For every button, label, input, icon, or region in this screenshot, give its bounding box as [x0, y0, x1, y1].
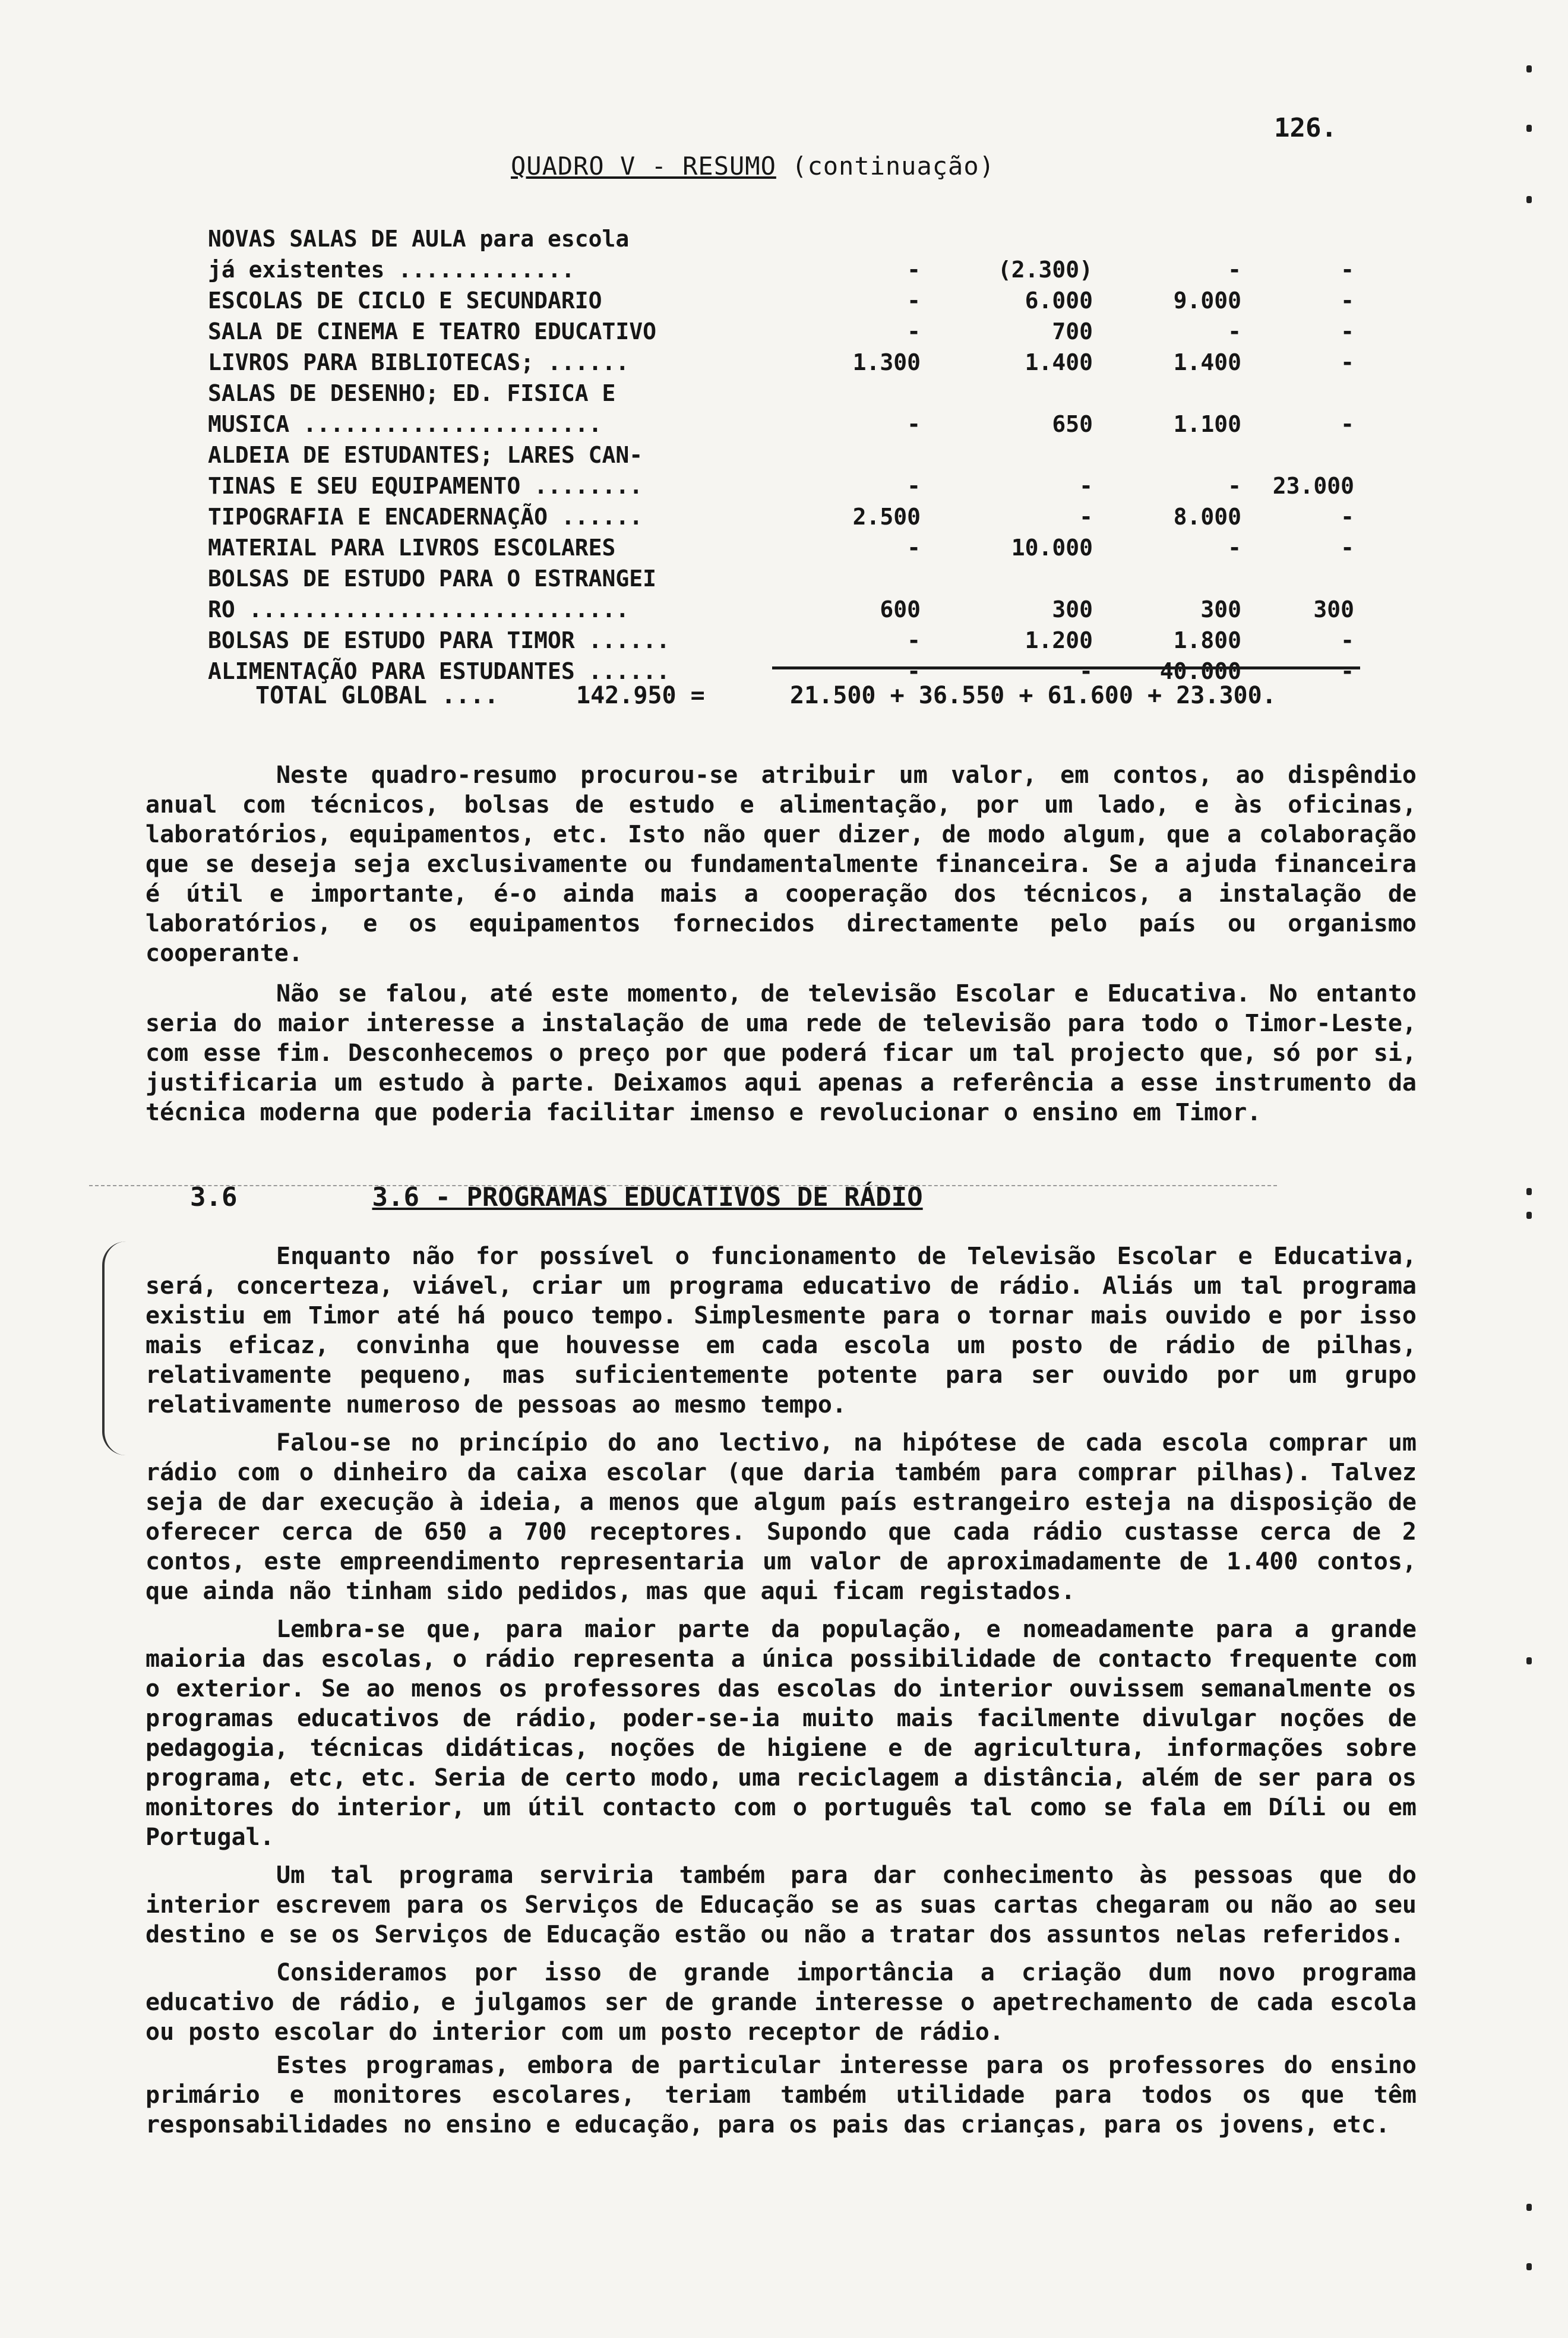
cell-col-4: - [1341, 658, 1354, 684]
total-value: 142.950 = [576, 682, 705, 709]
table-row [208, 349, 1354, 380]
total-breakdown: 21.500 + 36.550 + 61.600 + 23.300. [790, 682, 1276, 709]
row-label: TIPOGRAFIA E ENCADERNAÇÃO ...... [208, 504, 643, 530]
margin-dot [1526, 1212, 1532, 1219]
section-heading [190, 1182, 923, 1212]
cell-col-2: - [1079, 473, 1093, 499]
cell-col-3: - [1228, 318, 1241, 345]
cell-col-3: 300 [1200, 596, 1241, 623]
paragraph: Neste quadro-resumo procurou-se atribuir um valor, em contos, ao dispêndio anual com técnicos, bolsas de estudo e alimentação, por um lado, e às oficinas, laboratórios, equipamentos, etc. Isto não quer dizer, de modo algum, que a colaboração que se deseja seja exclusivamente ou fundamentalmente financeira. Se a ajuda financeira é útil e importante, é-o ainda mais a cooperação dos técnicos, a instalação de laboratórios, e os equipamentos fornecidos directamente pelo país ou organismo cooperante. [146, 762, 1417, 967]
row-label: SALA DE CINEMA E TEATRO EDUCATIVO [208, 318, 656, 345]
cell-col-1: 1.300 [852, 349, 921, 375]
cell-col-2: - [1079, 658, 1093, 684]
section-number: 3.6 [190, 1182, 238, 1212]
table-row [208, 504, 1354, 535]
cell-col-3: 1.100 [1173, 411, 1241, 437]
table-row [208, 287, 1354, 318]
cell-col-3: 1.400 [1173, 349, 1241, 375]
table-row [208, 535, 1354, 565]
cell-col-2: 10.000 [1011, 535, 1093, 561]
row-label: BOLSAS DE ESTUDO PARA TIMOR ...... [208, 627, 670, 653]
table-row [208, 380, 1354, 411]
margin-dot [1526, 125, 1532, 132]
table-row [208, 442, 1354, 473]
cell-col-4: - [1341, 504, 1354, 530]
cell-col-2: 650 [1052, 411, 1093, 437]
cell-col-1: - [907, 318, 921, 345]
row-label: NOVAS SALAS DE AULA para escola [208, 226, 630, 252]
cell-col-2: 700 [1052, 318, 1093, 345]
table-row [208, 473, 1354, 504]
row-label: SALAS DE DESENHO; ED. FISICA E [208, 380, 616, 406]
text-block-bottom [146, 1241, 1417, 2140]
row-label: TINAS E SEU EQUIPAMENTO ........ [208, 473, 643, 499]
paragraph: Falou-se no princípio do ano lectivo, na hipótese de cada escola comprar um rádio com o dinheiro da caixa escolar (que daria também para comprar pilhas). Talvez seja de dar execução à ideia, a menos que algum país estrangeiro esteja na disposição de oferecer cerca de 650 a 700 receptores. Supondo que cada rádio custasse cerca de 2 contos, este empreendimento representaria um valor de aproximadamente de 1.400 contos, que ainda não tinham sido pedidos, mas que aqui ficam registados. [146, 1429, 1417, 1605]
row-label: já existentes ............. [208, 257, 575, 283]
margin-bracket-mark [102, 1241, 134, 1455]
cell-col-3: 9.000 [1173, 287, 1241, 314]
paragraph: Um tal programa serviria também para dar conhecimento às pessoas que do interior escrevem para os Serviços de Educação se as suas cartas chegaram ou não ao seu destino e se os Serviços de Educação estão ou não a tratar dos assuntos nelas referidos. [146, 1862, 1417, 1948]
row-label: ALIMENTAÇÃO PARA ESTUDANTES ...... [208, 658, 670, 684]
row-label: MUSICA ...................... [208, 411, 602, 437]
cell-col-3: - [1228, 535, 1241, 561]
cell-col-1: 600 [880, 596, 921, 623]
section-title: 3.6 - PROGRAMAS EDUCATIVOS DE RÁDIO [372, 1182, 923, 1212]
cell-col-4: - [1341, 411, 1354, 437]
cell-col-4: - [1341, 535, 1354, 561]
cell-col-4: - [1341, 257, 1354, 283]
cell-col-1: - [907, 257, 921, 283]
text-block-top [146, 760, 1417, 1127]
paragraph: Enquanto não for possível o funcionamento de Televisão Escolar e Educativa, será, concerteza, viável, criar um programa educativo de rádio. Aliás um tal programa existiu em Timor até há pouco tempo. Simplesmente para o tornar mais ouvido e por isso mais eficaz, convinha que houvesse em cada escola um posto de rádio de pilhas, relativamente pequeno, mas suficientemente potente para ser ouvido por um grupo relativamente numeroso de pessoas ao mesmo tempo. [146, 1243, 1417, 1418]
cell-col-1: - [907, 627, 921, 653]
paragraph: Estes programas, embora de particular interesse para os professores do ensino primário e monitores escolares, teriam também utilidade para todos os que têm responsabilidades no ensino e educação, para os pais das crianças, para os jovens, etc. [146, 2052, 1417, 2138]
margin-dot [1526, 65, 1532, 72]
table-row [208, 257, 1354, 287]
margin-dot [1526, 2263, 1532, 2270]
row-label: MATERIAL PARA LIVROS ESCOLARES [208, 535, 616, 561]
margin-dot [1526, 1188, 1532, 1195]
row-label: BOLSAS DE ESTUDO PARA O ESTRANGEI [208, 565, 656, 592]
margin-dot [1526, 2204, 1532, 2211]
cell-col-2: - [1079, 504, 1093, 530]
cell-col-4: - [1341, 349, 1354, 375]
cell-col-4: 23.000 [1272, 473, 1354, 499]
cell-col-3: 1.800 [1173, 627, 1241, 653]
cell-col-4: - [1341, 318, 1354, 345]
margin-dot [1526, 1657, 1532, 1664]
cell-col-3: - [1228, 473, 1241, 499]
cell-col-2: (2.300) [997, 257, 1093, 283]
table-row [208, 226, 1354, 257]
table-row [208, 596, 1354, 627]
cell-col-1: - [907, 411, 921, 437]
cell-col-4: - [1341, 627, 1354, 653]
cell-col-3: 8.000 [1173, 504, 1241, 530]
paragraph: Não se falou, até este momento, de televisão Escolar e Educativa. No entanto seria do maior interesse a instalação de uma rede de televisão para todo o Timor-Leste, com esse fim. Desconhecemos o preço por que poderá ficar um tal projecto que, só por si, justificaria um estudo à parte. Deixamos aqui apenas a referência a esse instrumento da técnica moderna que poderia facilitar imenso e revolucionar o ensino em Timor. [146, 980, 1417, 1126]
cell-col-2: 1.400 [1025, 349, 1093, 375]
row-label: LIVROS PARA BIBLIOTECAS; ...... [208, 349, 630, 375]
margin-dot [1526, 196, 1532, 203]
row-label: ALDEIA DE ESTUDANTES; LARES CAN- [208, 442, 643, 468]
cell-col-3: - [1228, 257, 1241, 283]
title-continuation: (continuação) [792, 151, 995, 181]
cell-col-1: - [907, 658, 921, 684]
cell-col-3: 40.000 [1159, 658, 1241, 684]
cell-col-4: - [1341, 287, 1354, 314]
row-label: ESCOLAS DE CICLO E SECUNDARIO [208, 287, 602, 314]
title-main: QUADRO V - RESUMO [511, 151, 776, 181]
cell-col-2: 1.200 [1025, 627, 1093, 653]
cell-col-1: - [907, 535, 921, 561]
table-total-row [255, 682, 1276, 709]
cell-col-2: 300 [1052, 596, 1093, 623]
cell-col-1: - [907, 473, 921, 499]
table-row [208, 318, 1354, 349]
table-total-rule [772, 666, 1360, 669]
cell-col-2: 6.000 [1025, 287, 1093, 314]
summary-table [208, 226, 1354, 689]
paragraph: Consideramos por isso de grande importância a criação dum novo programa educativo de rádio, e julgamos ser de grande interesse o apetrechamento de cada escola ou posto escolar do interior com um posto receptor de rádio. [146, 1959, 1417, 2046]
row-label: RO ............................ [208, 596, 630, 623]
page-title [511, 151, 995, 181]
table-row [208, 627, 1354, 658]
paragraph: Lembra-se que, para maior parte da população, e nomeadamente para a grande maioria das escolas, o rádio representa a única possibilidade de contacto frequente com o exterior. Se ao menos os professores das escolas do interior ouvissem semanalmente os programas educativos de rádio, poder-se-ia muito mais facilmente divulgar noções de pedagogia, técnicas didáticas, noções de higiene e de agricultura, informações sobre programa, etc, etc. Seria de certo modo, uma reciclagem a distância, além de ser para os monitores do interior, um útil contacto com o português tal como se fala em Díli ou em Portugal. [146, 1616, 1417, 1851]
table-row [208, 565, 1354, 596]
table-row [208, 411, 1354, 442]
cell-col-1: - [907, 287, 921, 314]
total-label: TOTAL GLOBAL .... [255, 682, 499, 709]
cell-col-4: 300 [1313, 596, 1354, 623]
cell-col-1: 2.500 [852, 504, 921, 530]
page-number: 126. [1274, 113, 1337, 143]
